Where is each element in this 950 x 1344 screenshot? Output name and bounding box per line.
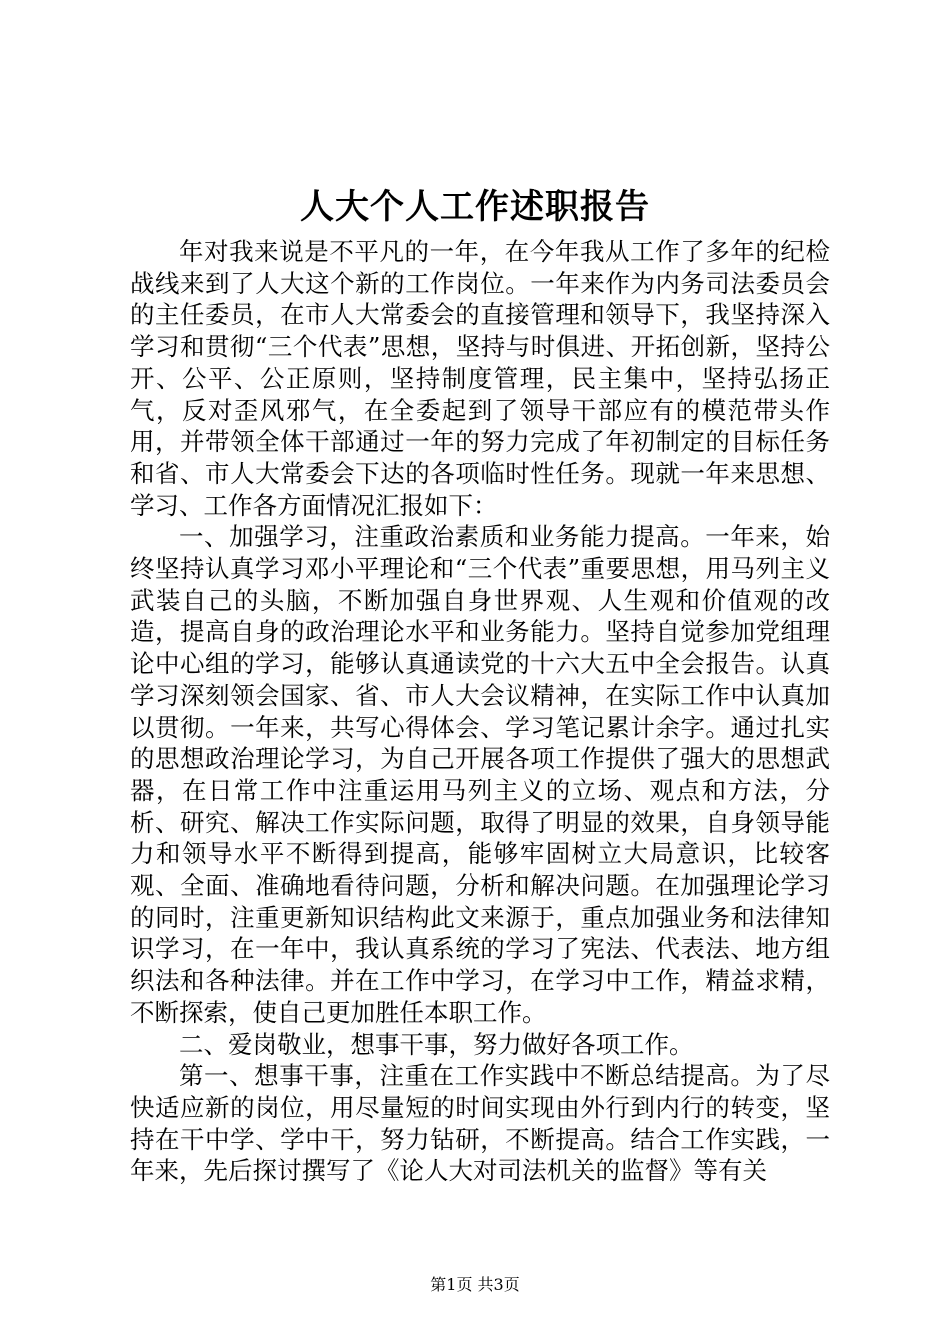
paragraph-section-two-first: 第一、想事干事，注重在工作实践中不断总结提高。为了尽快适应新的岗位，用尽量短的时间实现由外行到内行的转变，坚持在干中学、学中干，努力钻研，不断提高。结合工作实践，一年来，先后探讨撰写了《论人大对司法机关的监督》等有关 [130,1061,830,1186]
document-body [130,236,830,1187]
paragraph-intro: 年对我来说是不平凡的一年，在今年我从工作了多年的纪检战线来到了人大这个新的工作岗位。一年来作为内务司法委员会的主任委员，在市人大常委会的直接管理和领导下，我坚持深入学习和贯彻“三个代表”思想，坚持与时俱进、开拓创新，坚持公开、公平、公正原则，坚持制度管理，民主集中，坚持弘扬正气，反对歪风邪气，在全委起到了领导干部应有的模范带头作用，并带领全体干部通过一年的努力完成了年初制定的目标任务和省、市人大常委会下达的各项临时性任务。现就一年来思想、学习、工作各方面情况汇报如下： [130,237,830,520]
paragraph-section-one: 一、加强学习，注重政治素质和业务能力提高。一年来，始终坚持认真学习邓小平理论和“三个代表”重要思想，用马列主义武装自己的头脑，不断加强自身世界观、人生观和价值观的改造，提高自身的政治理论水平和业务能力。坚持自觉参加党组理论中心组的学习，能够认真通读党的十六大五中全会报告。认真学习深刻领会国家、省、市人大会议精神，在实际工作中认真加以贯彻。一年来，共写心得体会、学习笔记累计余字。通过扎实的思想政治理论学习，为自己开展各项工作提供了强大的思想武器，在日常工作中注重运用马列主义的立场、观点和方法，分析、研究、解决工作实际问题，取得了明显的效果，自身领导能力和领导水平不断得到提高，能够牢固树立大局意识，比较客观、全面、准确地看待问题，分析和解决问题。在加强理论学习的同时，注重更新知识结构此文来源于，重点加强业务和法律知识学习，在一年中，我认真系统的学习了宪法、代表法、地方组织法和各种法律。并在工作中学习，在学习中工作，精益求精，不断探索，使自己更加胜任本职工作。 [130,522,830,1027]
document-title: 人大个人工作述职报告 [300,187,650,227]
paragraph-section-two-heading: 二、爱岗敬业，想事干事，努力做好各项工作。 [179,1029,694,1059]
page-footer: 第1页 共3页 [430,1275,520,1294]
